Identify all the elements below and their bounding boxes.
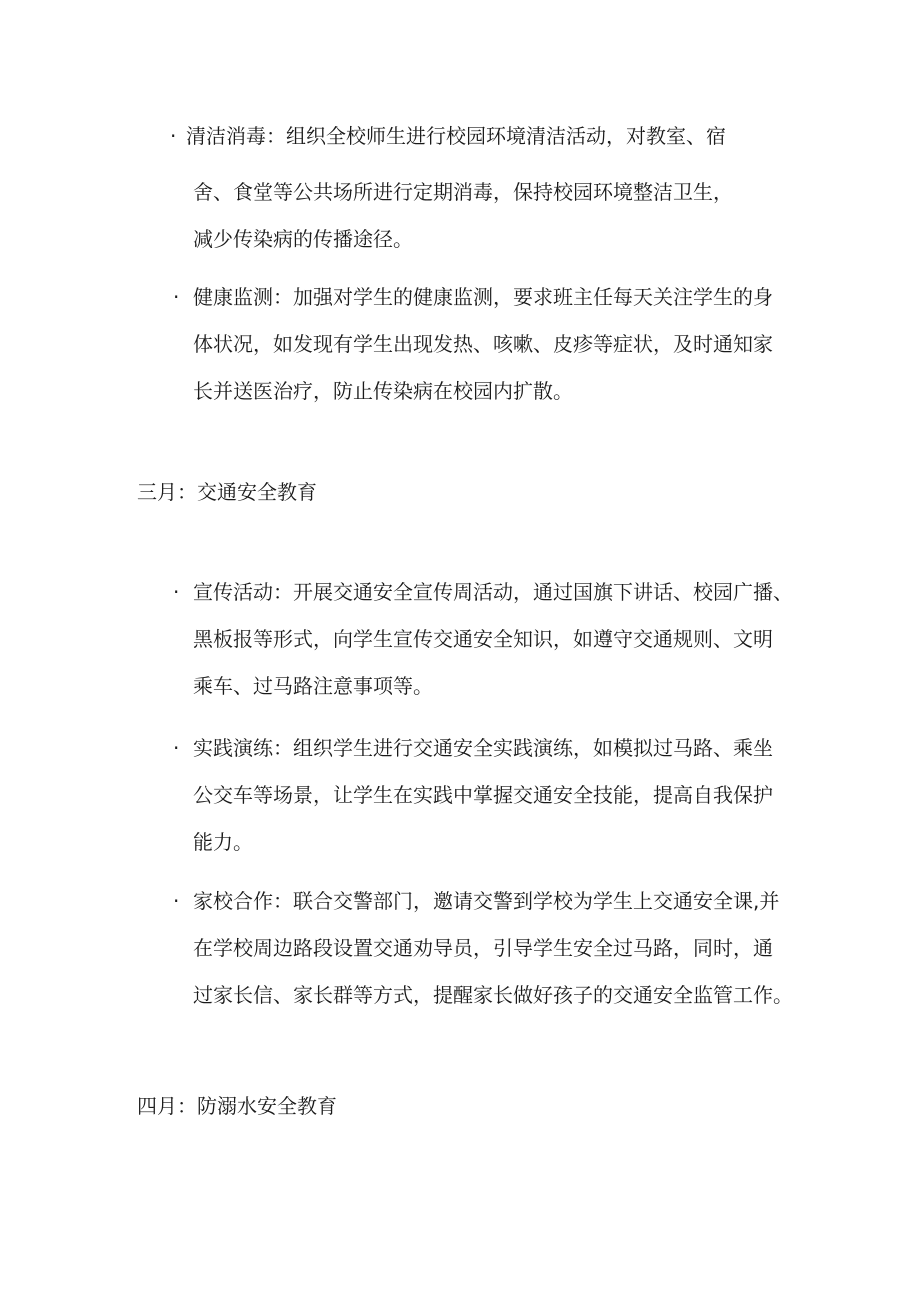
list-item-line: 家校合作：联合交警部门，邀请交警到学校为学生上交通安全课,并 xyxy=(193,889,780,913)
list-bullet: · xyxy=(170,124,177,148)
list-item-line: 黑板报等形式，向学生宣传交通安全知识，如遵守交通规则、文明 xyxy=(193,627,773,651)
list-item-line: 乘车、过马路注意事项等。 xyxy=(193,674,433,698)
list-item-line: 宣传活动：开展交通安全宣传周活动，通过国旗下讲话、校园广播、 xyxy=(193,580,793,604)
list-item-line: 清洁消毒：组织全校师生进行校园环境清洁活动，对教室、宿 xyxy=(186,124,726,148)
list-item-line: 长并送医治疗，防止传染病在校园内扩散。 xyxy=(193,379,573,403)
section-heading-march: 三月：交通安全教育 xyxy=(137,480,317,504)
list-item-line: 舍、食堂等公共场所进行定期消毒，保持校园环境整洁卫生， xyxy=(193,180,733,204)
list-item-line: 在学校周边路段设置交通劝导员，引导学生安全过马路，同时，通 xyxy=(193,936,773,960)
list-bullet: · xyxy=(173,580,180,604)
list-item-line: 减少传染病的传播途径。 xyxy=(193,227,413,251)
list-item-line: 过家长信、家长群等方式，提醒家长做好孩子的交通安全监管工作。 xyxy=(193,983,793,1007)
list-bullet: · xyxy=(173,736,180,760)
list-bullet: · xyxy=(173,889,180,913)
list-item-line: 公交车等场景，让学生在实践中掌握交通安全技能，提高自我保护 xyxy=(193,783,773,807)
section-heading-april: 四月：防溺水安全教育 xyxy=(137,1094,337,1118)
list-bullet: · xyxy=(173,285,180,309)
list-item-line: 实践演练：组织学生进行交通安全实践演练，如模拟过马路、乘坐 xyxy=(193,736,773,760)
list-item-line: 健康监测：加强对学生的健康监测，要求班主任每天关注学生的身 xyxy=(193,285,773,309)
list-item-line: 能力。 xyxy=(193,830,253,854)
list-item-line: 体状况，如发现有学生出现发热、咳嗽、皮疹等症状，及时通知家 xyxy=(193,332,773,356)
